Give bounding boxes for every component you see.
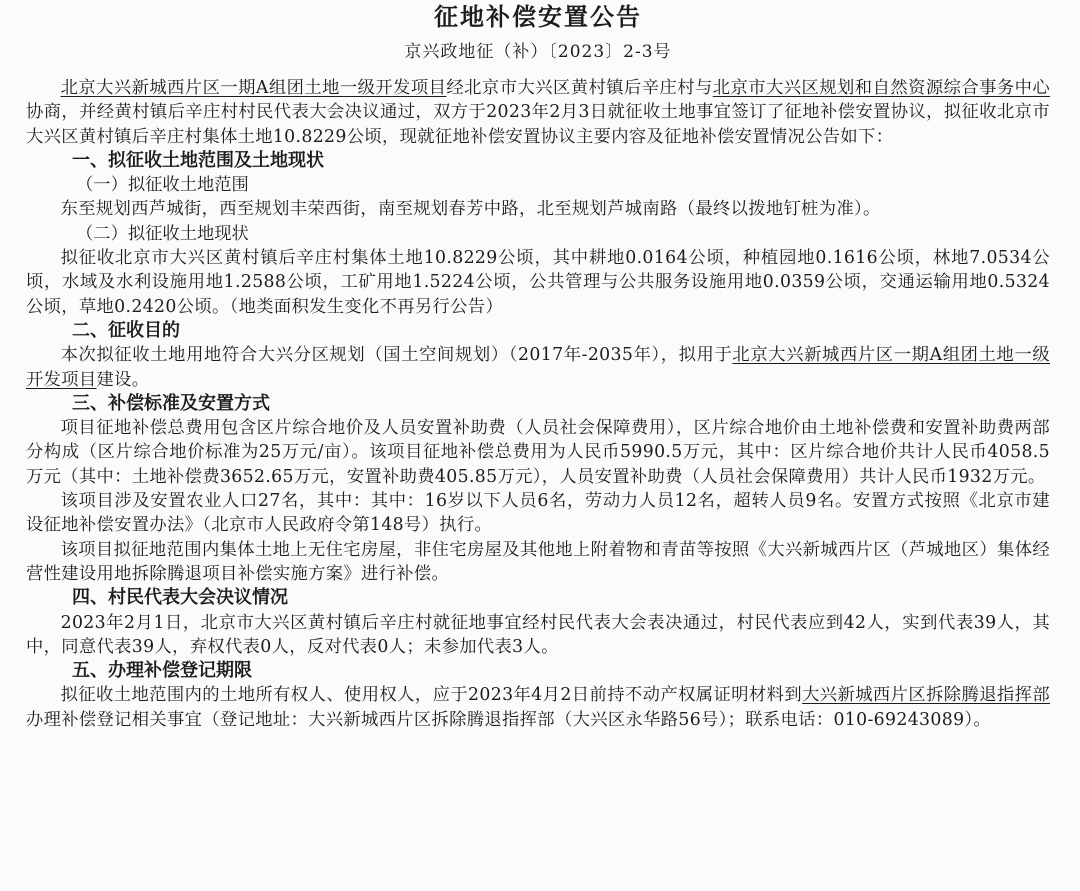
section1-sub1-heading: （一）拟征收土地范围 — [76, 175, 249, 196]
office-name: 大兴新城西片区拆除腾退指挥部 — [802, 685, 1050, 706]
section1-heading: 一、拟征收土地范围及土地现状 — [72, 149, 324, 171]
center-name: 北京市大兴区规划和自然资源综合事务中心 — [712, 78, 1050, 98]
section1-sub2-heading: （二）拟征收土地现状 — [76, 223, 249, 244]
section3-para2: 该项目涉及安置农业人口27名，其中：其中：16岁以下人员6名，劳动力人员12名，超转人员9名。安置方式按照《北京市建设征地补偿安置办法》（北京市人民政府令第148号）执行。 — [26, 491, 1050, 536]
section2-text-b: 建设。 — [96, 369, 150, 390]
intro-text-a: 经北京市大兴区黄村镇后辛庄村与 — [446, 78, 713, 98]
section5-text-a: 拟征收土地范围内的土地所有权人、使用权人，应于2023年4月2日前持不动产权属证明材料到 — [60, 685, 803, 706]
document-number: 京兴政地征（补）〔2023〕2-3号 — [404, 42, 672, 62]
section1-sub2-text: 拟征收北京市大兴区黄村镇后辛庄村集体土地10.8229公顷，其中耕地0.0164公顷，种植园地0.1616公顷，林地7.0534公顷，水域及水利设施用地1.2588公顷，工矿用地1.5224公顷，公共管理与公共服务设施用地0.0359公顷，交通运输用地0.5324公顷，草地0.2420公顷。（地类面积发生变化不再另行公告） — [26, 248, 1050, 317]
project-name: 北京大兴新城西片区一期A组团土地一级开发项目 — [60, 78, 447, 98]
section2-project-name: 北京大兴新城西片区一期A组团土地一级开发项目 — [26, 345, 1051, 390]
section5-text-b: 办理补偿登记相关事宜（登记地址：大兴新城西片区拆除腾退指挥部（大兴区永华路56号）；联系电话：010-69243089）。 — [26, 709, 992, 730]
section2-paragraph — [26, 343, 1050, 392]
section3-para3: 该项目拟征地范围内集体土地上无住宅房屋，非住宅房屋及其他地上附着物和青苗等按照《大兴新城西片区（芦城地区）集体经营性建设用地拆除腾退项目补偿实施方案》进行补偿。 — [26, 539, 1050, 584]
section4-text: 2023年2月1日，北京市大兴区黄村镇后辛庄村就征地事宜经村民代表大会表决通过，村民代表应到42人，实到代表39人，其中，同意代表39人，弃权代表0人，反对代表0人；未参加代表3人。 — [26, 612, 1050, 657]
document-title: 征地补偿安置公告 — [434, 3, 642, 31]
intro-text-b: 协商，并经黄村镇后辛庄村村民代表大会决议通过，双方于2023年2月3日就征收土地事宜签订了征地补偿安置协议，拟征收北京市大兴区黄村镇后辛庄村集体土地10.8229公顷，现就征地补偿安置协议主要内容及征地补偿安置情况公告如下： — [26, 102, 1050, 147]
section1-sub1-text: 东至规划西芦城街，西至规划丰荣西街，南至规划春芳中路，北至规划芦城南路（最终以拨地钉桩为准）。 — [60, 199, 881, 220]
section2-text-a: 本次拟征收土地用地符合大兴分区规划（国土空间规划）（2017年-2035年），拟用于 — [60, 345, 733, 366]
section4-heading: 四、村民代表大会决议情况 — [72, 587, 288, 609]
section3-heading: 三、补偿标准及安置方式 — [72, 392, 270, 414]
intro-paragraph — [26, 76, 1050, 149]
section3-para1: 项目征地补偿总费用包含区片综合地价及人员安置补助费（人员社会保障费用），区片综合地价由土地补偿费和安置补助费两部分构成（区片综合地价标准为25万元/亩）。该项目征地补偿总费用为人民币5990.5万元，其中：区片综合地价共计人民币4058.5万元（其中：土地补偿费3652.65万元，安置补助费405.85万元），人员安置补助费（人员社会保障费用）共计人民币1932万元。 — [26, 418, 1050, 487]
section5-heading: 五、办理补偿登记期限 — [72, 660, 252, 682]
section2-heading: 二、征收目的 — [72, 319, 180, 341]
section5-paragraph — [26, 683, 1050, 732]
